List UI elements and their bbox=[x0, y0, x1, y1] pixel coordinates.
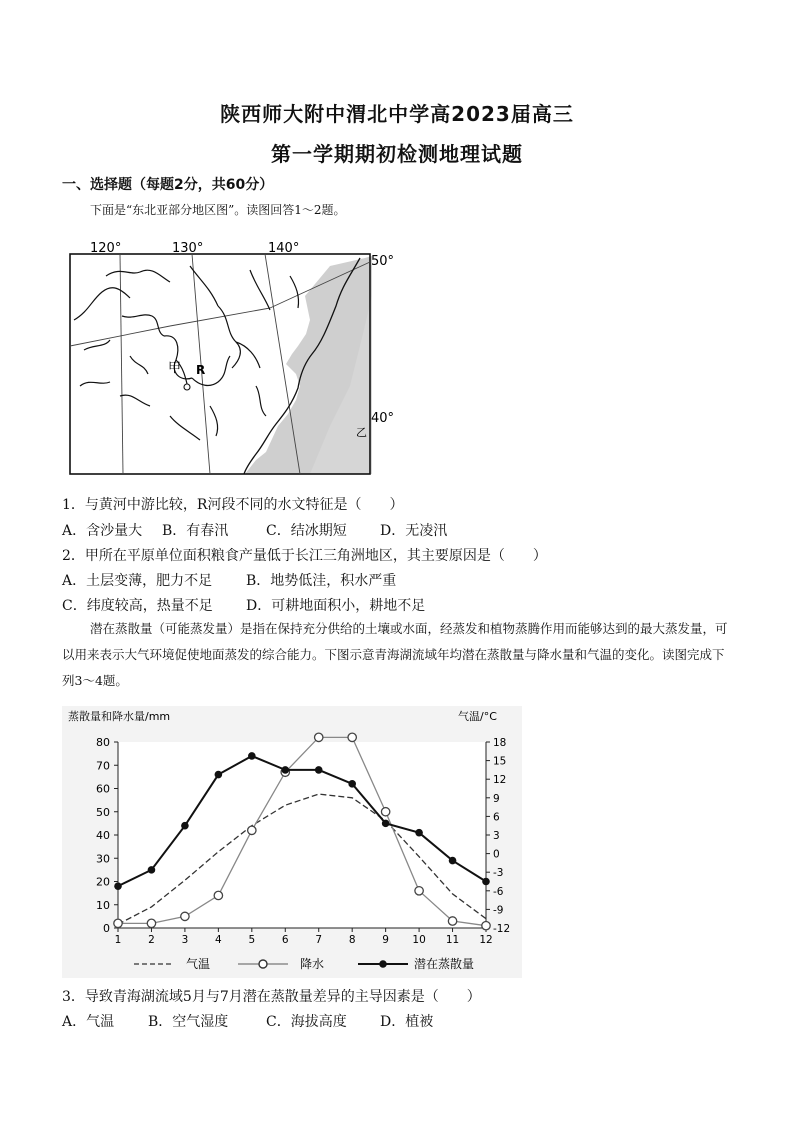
precip-point bbox=[348, 733, 356, 741]
y-tick-label-left: 60 bbox=[96, 782, 110, 796]
x-tick-label: 5 bbox=[248, 934, 256, 946]
y-tick-label-right: -3 bbox=[493, 867, 504, 880]
y-tick-label-right: 12 bbox=[493, 774, 507, 787]
x-tick-label: 10 bbox=[412, 934, 426, 946]
y-tick-label-left: 10 bbox=[96, 898, 110, 912]
et-point bbox=[248, 752, 256, 760]
precip-point bbox=[114, 919, 122, 927]
map-label-r: R bbox=[196, 363, 206, 377]
legend-precip-marker bbox=[259, 960, 267, 968]
x-tick-label: 6 bbox=[281, 934, 289, 946]
et-point bbox=[181, 822, 189, 830]
legend-et-marker bbox=[379, 960, 387, 968]
q3-option-b[interactable]: B．空气湿度 bbox=[148, 1014, 229, 1030]
precip-point bbox=[448, 917, 456, 925]
q3-option-a[interactable]: A．气温 bbox=[62, 1014, 115, 1030]
et-point bbox=[114, 882, 122, 890]
y-tick-label-right: -6 bbox=[493, 885, 504, 898]
q2-option-d[interactable]: D．可耕地面积小，耕地不足 bbox=[246, 598, 426, 614]
question-3-options bbox=[62, 1011, 433, 1031]
et-point bbox=[348, 780, 356, 788]
map-lon-140: 140° bbox=[268, 241, 300, 256]
et-point bbox=[482, 878, 490, 886]
y-tick-label-right: 3 bbox=[493, 830, 500, 842]
y-tick-label-left: 30 bbox=[96, 852, 110, 866]
question-2-options-row1 bbox=[62, 570, 396, 590]
x-tick-label: 9 bbox=[382, 934, 389, 946]
exam-title-line2: 第一学期期初检测地理试题 bbox=[271, 142, 523, 166]
x-tick-label: 11 bbox=[445, 934, 460, 946]
y-tick-label-left: 0 bbox=[103, 922, 110, 935]
x-tick-label: 7 bbox=[315, 934, 323, 946]
precip-point bbox=[415, 887, 423, 895]
et-point bbox=[415, 829, 423, 837]
precip-point bbox=[482, 921, 490, 929]
et-point bbox=[281, 766, 289, 774]
legend-et-label: 潜在蒸散量 bbox=[414, 957, 475, 971]
et-point bbox=[148, 866, 156, 874]
q2-option-b[interactable]: B．地势低洼，积水严重 bbox=[246, 573, 397, 589]
chart-ylabel-right: 气温/°C bbox=[458, 710, 497, 723]
map-lon-130: 130° bbox=[172, 241, 204, 256]
precip-point bbox=[181, 912, 189, 920]
section-heading: 一、选择题（每题2分，共60分） bbox=[62, 177, 274, 193]
evapotranspiration-chart bbox=[62, 706, 522, 978]
question-2-stem: 2．甲所在平原单位面积粮食产量低于长江三角洲地区，其主要原因是（ ） bbox=[62, 548, 547, 564]
chart-axes bbox=[96, 736, 510, 946]
map-label-jia: 甲 bbox=[168, 361, 182, 376]
q2-option-c[interactable]: C．纬度较高，热量不足 bbox=[62, 598, 213, 614]
y-tick-label-left: 80 bbox=[96, 736, 110, 749]
exam-title-line1: 陕西师大附中渭北中学高2023届高三 bbox=[220, 102, 574, 126]
y-tick-label-left: 50 bbox=[96, 805, 110, 819]
question-3-stem: 3．导致青海湖流域5月与7月潜在蒸散量差异的主导因素是（ ） bbox=[62, 989, 481, 1005]
q1-option-c[interactable]: C．结冰期短 bbox=[266, 523, 347, 539]
et-point bbox=[315, 766, 323, 774]
legend-temp-label: 气温 bbox=[186, 957, 211, 971]
et-point bbox=[215, 771, 223, 779]
river-r-marker bbox=[184, 384, 190, 390]
rivers bbox=[74, 266, 299, 440]
x-tick-label: 12 bbox=[479, 934, 493, 946]
y-tick-label-right: 9 bbox=[493, 792, 500, 805]
northeast-asia-map bbox=[60, 236, 400, 476]
q1-option-b[interactable]: B．有春汛 bbox=[162, 523, 229, 539]
y-tick-label-right: -12 bbox=[493, 923, 511, 935]
y-tick-label-left: 40 bbox=[96, 829, 110, 842]
y-tick-label-left: 20 bbox=[96, 875, 110, 889]
map-intro: 下面是“东北亚部分地区图”。读图回答1～2题。 bbox=[90, 203, 346, 217]
y-tick-label-left: 70 bbox=[96, 759, 110, 773]
q2-option-a[interactable]: A．土层变薄，肥力不足 bbox=[62, 573, 213, 589]
map-label-z: 乙 bbox=[356, 426, 367, 439]
y-tick-label-right: 0 bbox=[493, 848, 500, 861]
y-tick-label-right: 6 bbox=[493, 811, 500, 824]
question-2-options-row2 bbox=[62, 595, 425, 615]
y-tick-label-right: -9 bbox=[493, 904, 504, 917]
precip-point bbox=[147, 919, 155, 927]
map-lat-50: 50° bbox=[371, 254, 395, 269]
map-lon-120: 120° bbox=[90, 241, 122, 256]
y-tick-label-right: 18 bbox=[493, 737, 507, 749]
precip-point bbox=[248, 826, 256, 834]
x-tick-label: 4 bbox=[215, 934, 222, 946]
x-tick-label: 2 bbox=[148, 934, 155, 946]
map-lat-40: 40° bbox=[371, 411, 395, 426]
evapotranspiration-paragraph: 潜在蒸散量（可能蒸发量）是指在保持充分供给的土壤或水面，经蒸发和植物蒸腾作用而能够达到的最大蒸发量，可以用来表示大气环境促使地面蒸发的综合能力。下图示意青海湖流域年均潜在蒸散量与降水量和气温的变化。读图完成下列3～4题。 bbox=[62, 621, 728, 688]
x-tick-label: 1 bbox=[114, 934, 122, 946]
precip-point bbox=[315, 733, 323, 741]
precip-point bbox=[381, 808, 389, 816]
question-1-options bbox=[62, 520, 447, 540]
x-tick-label: 8 bbox=[348, 934, 356, 946]
q3-option-d[interactable]: D．植被 bbox=[380, 1014, 434, 1030]
q1-option-d[interactable]: D．无凌汛 bbox=[380, 523, 448, 539]
chart-ylabel-left: 蒸散量和降水量/mm bbox=[68, 710, 171, 723]
x-tick-label: 3 bbox=[181, 934, 189, 946]
precip-point bbox=[214, 891, 222, 899]
q3-option-c[interactable]: C．海拔高度 bbox=[266, 1014, 347, 1030]
question-1-stem: 1．与黄河中游比较，R河段不同的水文特征是（ ） bbox=[62, 497, 404, 513]
legend-precip-label: 降水 bbox=[300, 957, 325, 971]
q1-option-a[interactable]: A．含沙量大 bbox=[62, 523, 143, 539]
et-point bbox=[449, 857, 457, 865]
y-tick-label-right: 15 bbox=[493, 755, 507, 768]
et-point bbox=[382, 820, 390, 828]
